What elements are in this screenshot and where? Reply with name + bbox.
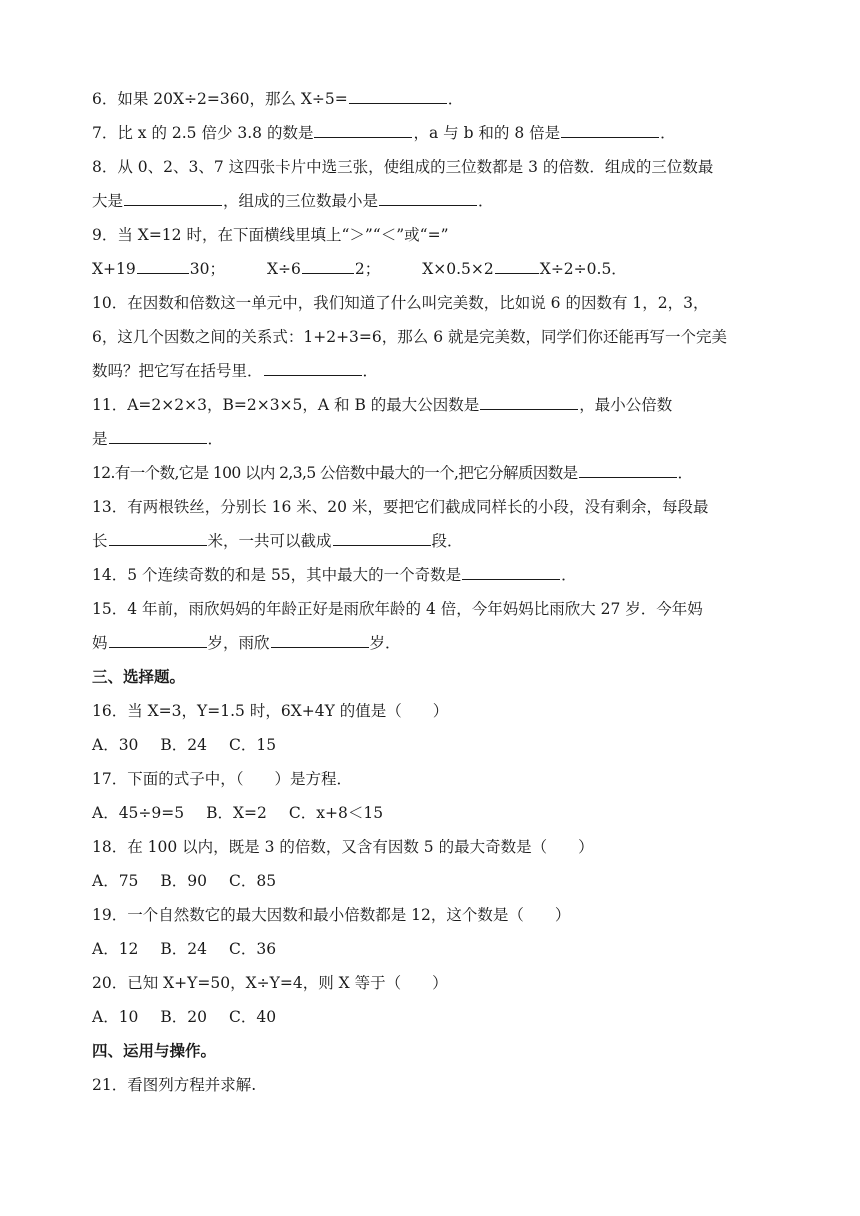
answer-blank[interactable] [109, 530, 207, 546]
answer-blank[interactable] [314, 122, 412, 138]
answer-blank[interactable] [333, 530, 431, 546]
option-b[interactable]: B．20 [160, 1008, 208, 1026]
options-20 [92, 1006, 782, 1028]
question-8-line2: 大是 ，组成的三位数最小是 ． [92, 192, 494, 210]
option-b[interactable]: B．24 [160, 940, 208, 958]
compare-blank[interactable] [137, 258, 189, 274]
answer-blank[interactable] [579, 462, 677, 478]
question-10-line3: 数吗？把它写在括号里． ． [92, 362, 379, 380]
option-c[interactable]: C．15 [229, 736, 277, 754]
section-heading-choice: 三、选择题。 [92, 667, 186, 686]
question-13-line2: 长 米，一共可以截成 段． [92, 532, 463, 550]
question-17: 17．下面的式子中，（ ）是方程． [92, 770, 352, 788]
option-c[interactable]: C．x+8＜15 [288, 804, 384, 822]
question-15-line2: 妈 岁，雨欣 岁． [92, 634, 401, 652]
options-18 [92, 870, 782, 892]
answer-blank[interactable] [109, 632, 207, 648]
question-9-line2: X+19 30； X÷6 2； X×0.5×2 X÷2÷0.5． [92, 260, 627, 278]
question-8-line1: 8．从 0、2、3、7 这四张卡片中选三张，使组成的三位数都是 3 的倍数．组成的三位数最 [92, 158, 714, 176]
compare-blank[interactable] [302, 258, 354, 274]
option-c[interactable]: C．36 [229, 940, 277, 958]
answer-blank[interactable] [462, 564, 560, 580]
option-b[interactable]: B．X=2 [206, 804, 267, 822]
answer-blank[interactable] [349, 88, 447, 104]
question-13-line1: 13．有两根铁丝，分别长 16 米、20 米，要把它们截成同样长的小段，没有剩余，每段最 [92, 498, 709, 516]
option-a[interactable]: A．12 [92, 940, 139, 958]
option-b[interactable]: B．90 [160, 872, 208, 890]
option-a[interactable]: A．10 [92, 1008, 139, 1026]
question-21: 21．看图列方程并求解. [92, 1076, 257, 1094]
question-20: 20．已知 X+Y=50，X÷Y=4，则 X 等于（ ） [92, 974, 448, 992]
question-9-line1: 9．当 X=12 时，在下面横线里填上“＞”“＜”或“=” [92, 226, 449, 244]
question-10-line2: 6，这几个因数之间的关系式：1+2+3=6，那么 6 就是完美数，同学们你还能再写一个完美 [92, 328, 727, 346]
question-6: 6．如果 20X÷2=360，那么 X÷5= ． [92, 90, 464, 108]
answer-blank[interactable] [379, 190, 477, 206]
option-b[interactable]: B．24 [160, 736, 208, 754]
options-17 [92, 802, 782, 824]
option-a[interactable]: A．30 [92, 736, 139, 754]
options-16 [92, 734, 782, 756]
option-c[interactable]: C．40 [229, 1008, 277, 1026]
question-11-line1: 11．A=2×2×3，B=2×3×5，A 和 B 的最大公因数是 ，最小公倍数 [92, 396, 673, 414]
question-16: 16．当 X=3，Y=1.5 时，6X+4Y 的值是（ ） [92, 702, 449, 720]
answer-blank[interactable] [271, 632, 369, 648]
question-14: 14．5 个连续奇数的和是 55，其中最大的一个奇数是 ． [92, 566, 577, 584]
answer-blank[interactable] [264, 360, 362, 376]
answer-blank[interactable] [561, 122, 659, 138]
question-12: 12.有一个数,它是 100 以内 2,3,5 公倍数中最大的一个,把它分解质因数是 ． [92, 464, 693, 482]
question-15-line1: 15．4 年前，雨欣妈妈的年龄正好是雨欣年龄的 4 倍，今年妈妈比雨欣大 27 岁．今年妈 [92, 600, 703, 618]
question-10-line1: 10．在因数和倍数这一单元中，我们知道了什么叫完美数，比如说 6 的因数有 1，2，3， [92, 294, 709, 312]
question-7: 7．比 x 的 2.5 倍少 3.8 的数是 ，a 与 b 和的 8 倍是 ． [92, 124, 676, 142]
answer-blank[interactable] [109, 428, 207, 444]
section-heading-application: 四、运用与操作。 [92, 1041, 217, 1060]
question-11-line2: 是 ． [92, 430, 224, 448]
options-19 [92, 938, 782, 960]
answer-blank[interactable] [124, 190, 222, 206]
answer-blank[interactable] [480, 394, 578, 410]
question-18: 18．在 100 以内，既是 3 的倍数，又含有因数 5 的最大奇数是（ ） [92, 838, 594, 856]
option-a[interactable]: A．45÷9=5 [92, 804, 185, 822]
question-19: 19．一个自然数它的最大因数和最小倍数都是 12，这个数是（ ） [92, 906, 571, 924]
option-a[interactable]: A．75 [92, 872, 139, 890]
option-c[interactable]: C．85 [229, 872, 277, 890]
compare-blank[interactable] [495, 258, 539, 274]
